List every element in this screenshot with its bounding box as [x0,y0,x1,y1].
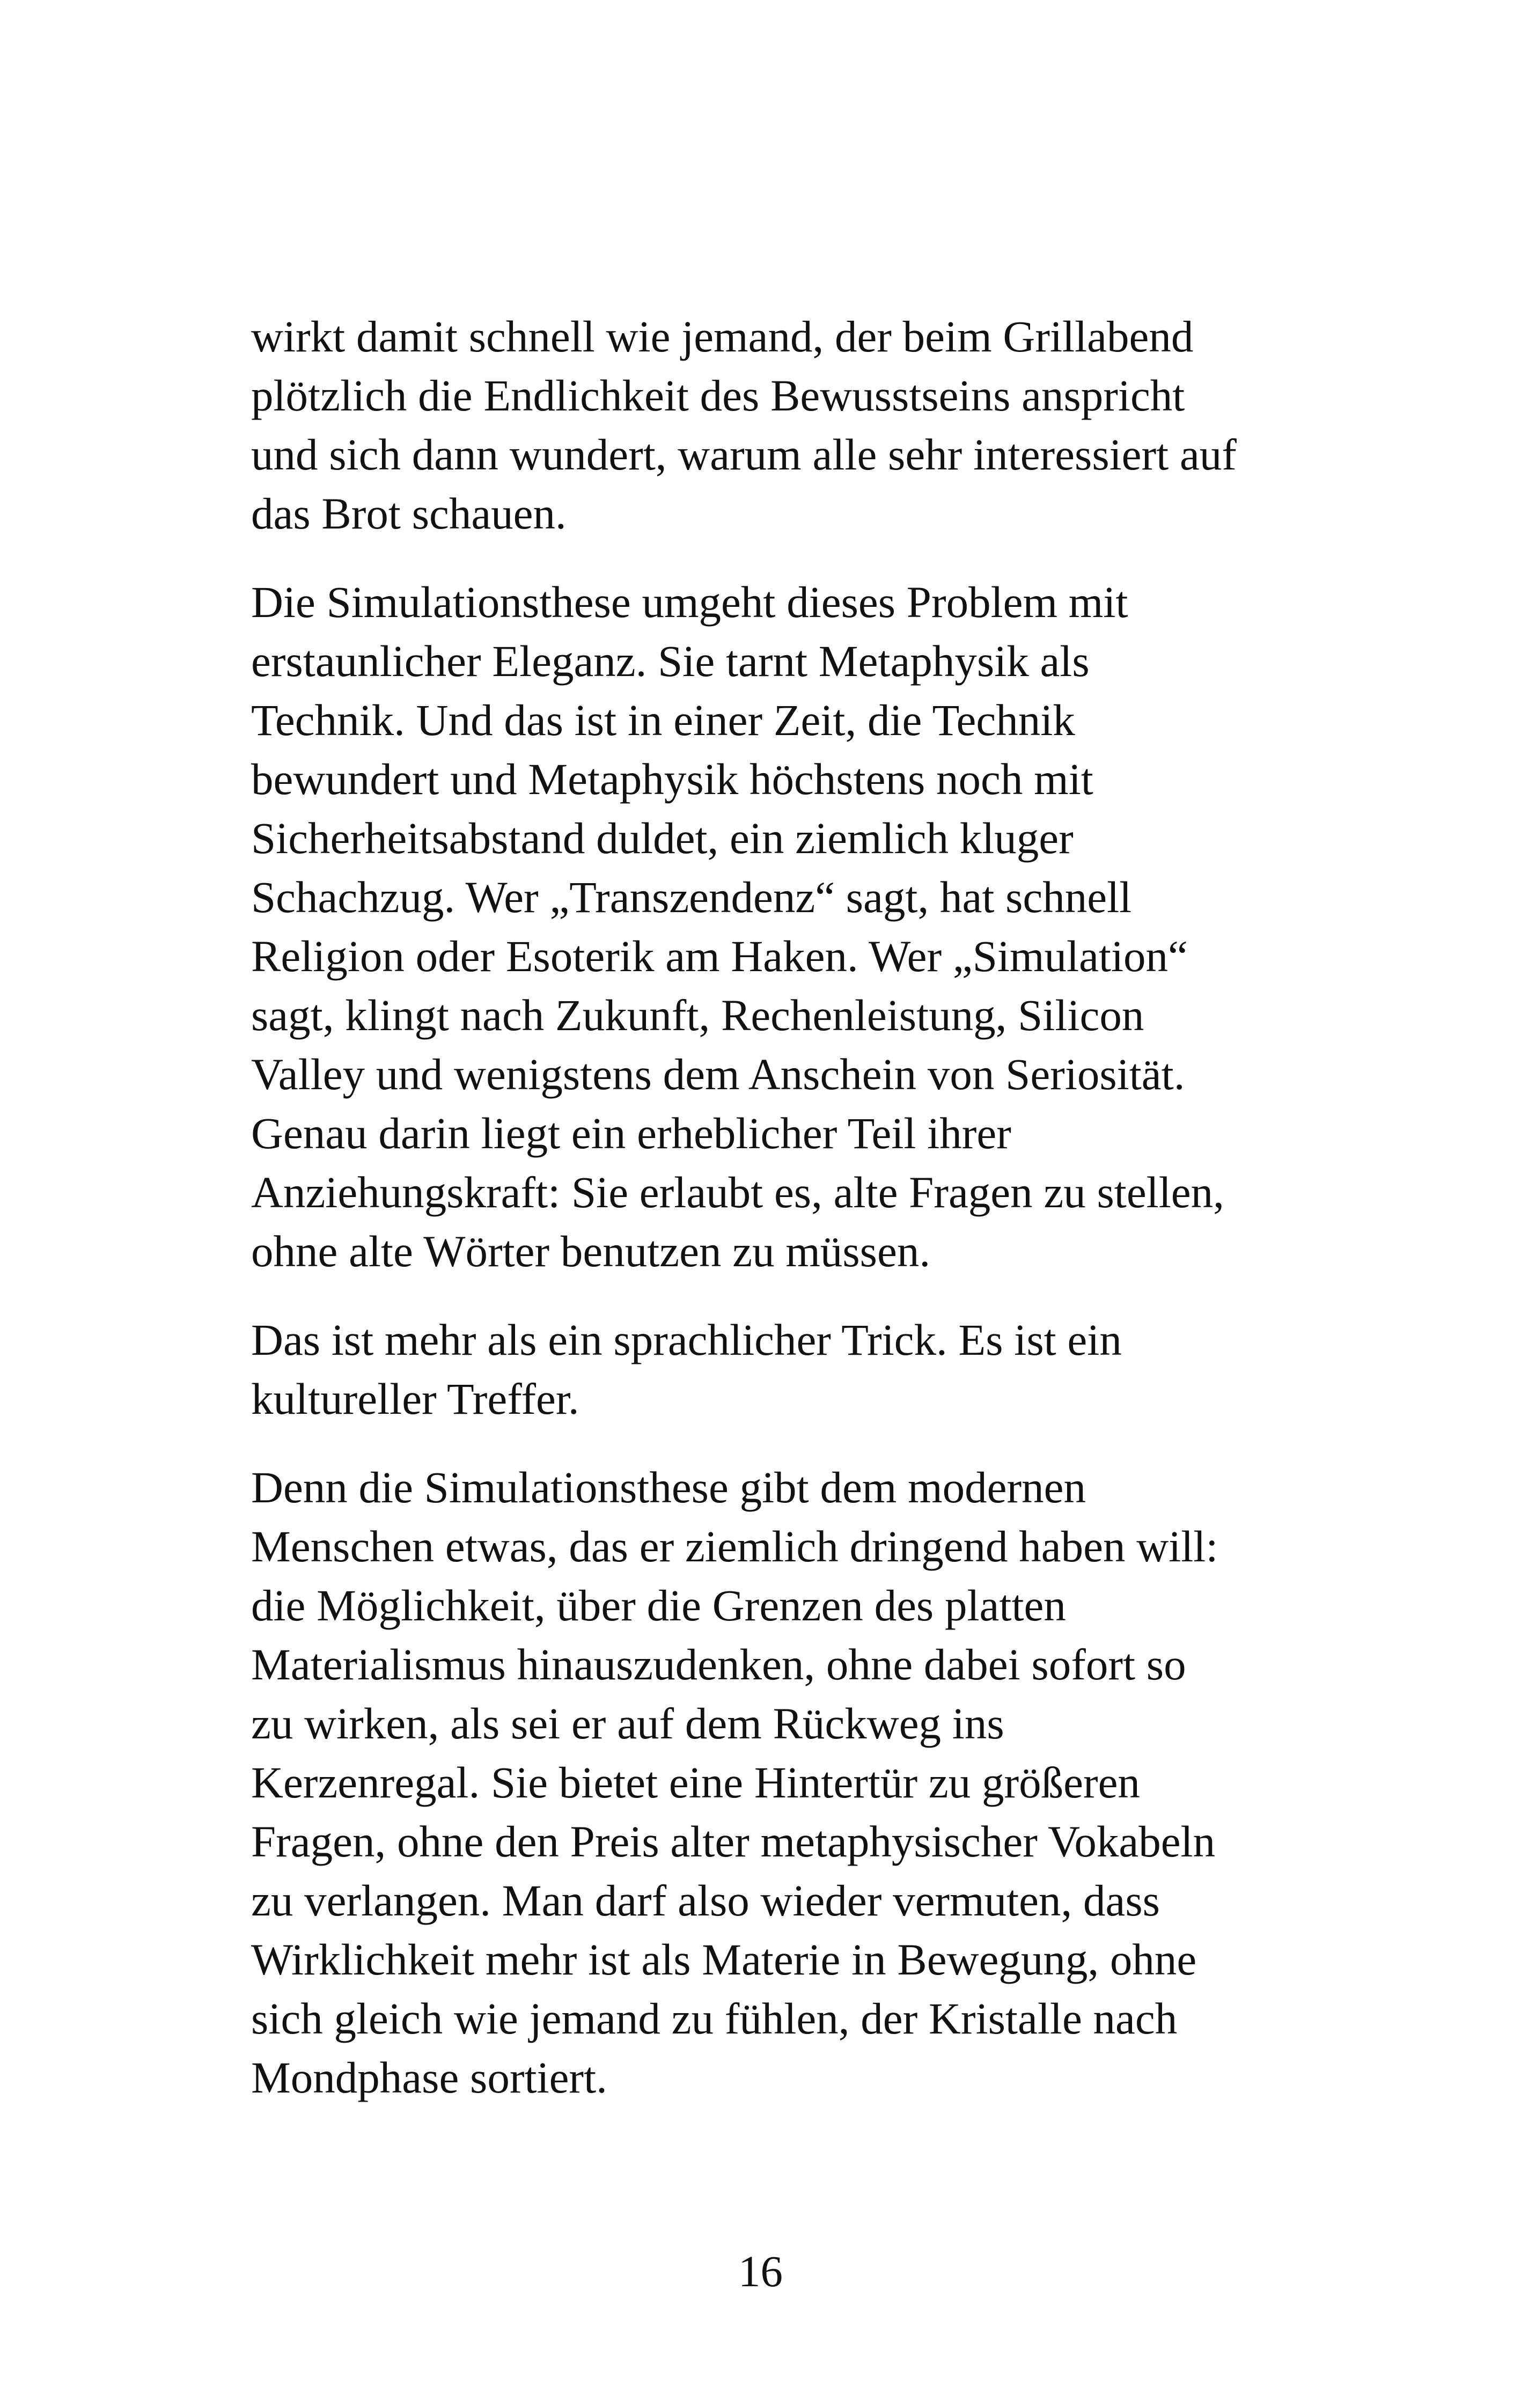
text-line: kultureller Treffer. [251,1374,579,1423]
text-line: sagt, klingt nach Zukunft, Rechenleistung, Silicon [251,990,1144,1040]
text-line: Mondphase sortiert. [251,2053,607,2102]
text-line: Wirklichkeit mehr ist als Materie in Bewegung, ohne [251,1935,1197,1984]
text-line: Menschen etwas, das er ziemlich dringend haben will: [251,1522,1218,1571]
text-line: Valley und wenigstens dem Anschein von Seriosität. [251,1049,1185,1099]
text-line: Sicherheitsabstand duldet, ein ziemlich kluger [251,813,1074,863]
text-line: das Brot schauen. [251,489,567,538]
text-line: sich gleich wie jemand zu fühlen, der Kristalle nach [251,1994,1178,2043]
body-text [251,307,1287,2137]
paragraph-4 [251,1458,1287,2107]
text-line: Technik. Und das ist in einer Zeit, die Technik [251,695,1075,745]
text-line: Religion oder Esoterik am Haken. Wer „Simulation“ [251,931,1188,981]
text-line: zu verlangen. Man darf also wieder vermuten, dass [251,1876,1160,1925]
text-line: Die Simulationsthese umgeht dieses Problem mit [251,577,1128,627]
text-line: Anziehungskraft: Sie erlaubt es, alte Fragen zu stellen, [251,1168,1224,1217]
text-line: erstaunlicher Eleganz. Sie tarnt Metaphysik als [251,636,1090,686]
page-number: 16 [738,2247,783,2296]
text-line: Das ist mehr als ein sprachlicher Trick. Es ist ein [251,1315,1122,1364]
text-line: Denn die Simulationsthese gibt dem modernen [251,1463,1086,1512]
text-line: und sich dann wundert, warum alle sehr interessiert auf [251,430,1237,479]
paragraph-2 [251,572,1287,1281]
text-line: zu wirken, als sei er auf dem Rückweg ins [251,1699,1004,1748]
text-line: ohne alte Wörter benutzen zu müssen. [251,1227,931,1276]
text-line: Materialismus hinauszudenken, ohne dabei sofort so [251,1640,1186,1689]
text-line: bewundert und Metaphysik höchstens noch mit [251,754,1093,804]
text-line: Schachzug. Wer „Transzendenz“ sagt, hat schnell [251,872,1132,922]
paragraph-3 [251,1310,1287,1428]
text-line: Genau darin liegt ein erheblicher Teil ihrer [251,1108,1011,1158]
text-line: wirkt damit schnell wie jemand, der beim Grillabend [251,312,1194,361]
text-line: Kerzenregal. Sie bietet eine Hintertür zu größeren [251,1758,1140,1807]
text-line: die Möglichkeit, über die Grenzen des platten [251,1581,1066,1630]
text-line: Fragen, ohne den Preis alter metaphysischer Vokabeln [251,1817,1216,1866]
text-line: plötzlich die Endlichkeit des Bewusstseins anspricht [251,371,1185,420]
paragraph-1 [251,307,1287,543]
